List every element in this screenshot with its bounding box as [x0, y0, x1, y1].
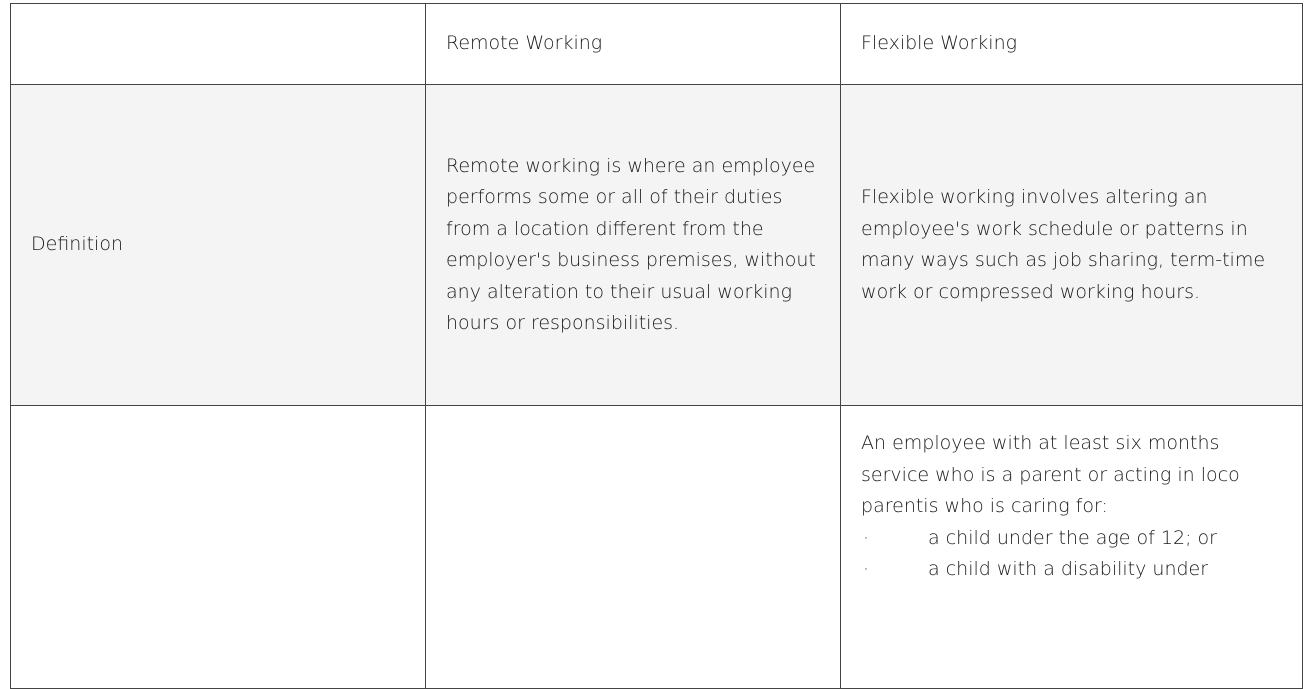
bullet-item — [861, 523, 1282, 555]
definition-remote-cell: Remote working is where an employee performs some or all of their duties from a location different from the employer's business premises, without any alteration to their usual working hours or responsibilities. — [426, 85, 841, 406]
comparison-table — [10, 3, 1303, 689]
bullet-text: a child under the age of 12; or — [928, 526, 1217, 549]
eligibility-row — [11, 406, 1303, 689]
definition-label: Definition — [11, 85, 426, 406]
eligibility-label — [11, 406, 426, 689]
eligibility-intro: An employee with at least six months service who is a parent or acting in loco parentis who is caring for: — [861, 432, 1240, 517]
header-flexible-working: Flexible Working — [841, 4, 1303, 85]
eligibility-flexible-cell — [841, 406, 1303, 689]
bullet-mark: · — [863, 526, 870, 549]
header-row — [11, 4, 1303, 85]
header-cell-empty — [11, 4, 426, 85]
bullet-text: a child with a disability under — [928, 558, 1209, 580]
definition-row — [11, 85, 1303, 406]
header-remote-working: Remote Working — [426, 4, 841, 85]
eligibility-remote-cell — [426, 406, 841, 689]
definition-flexible-cell: Flexible working involves altering an employee's work schedule or patterns in many ways such as job sharing, term-time work or compressed working hours. — [841, 85, 1303, 406]
bullet-item — [861, 554, 1282, 586]
bullet-mark: · — [863, 558, 870, 580]
